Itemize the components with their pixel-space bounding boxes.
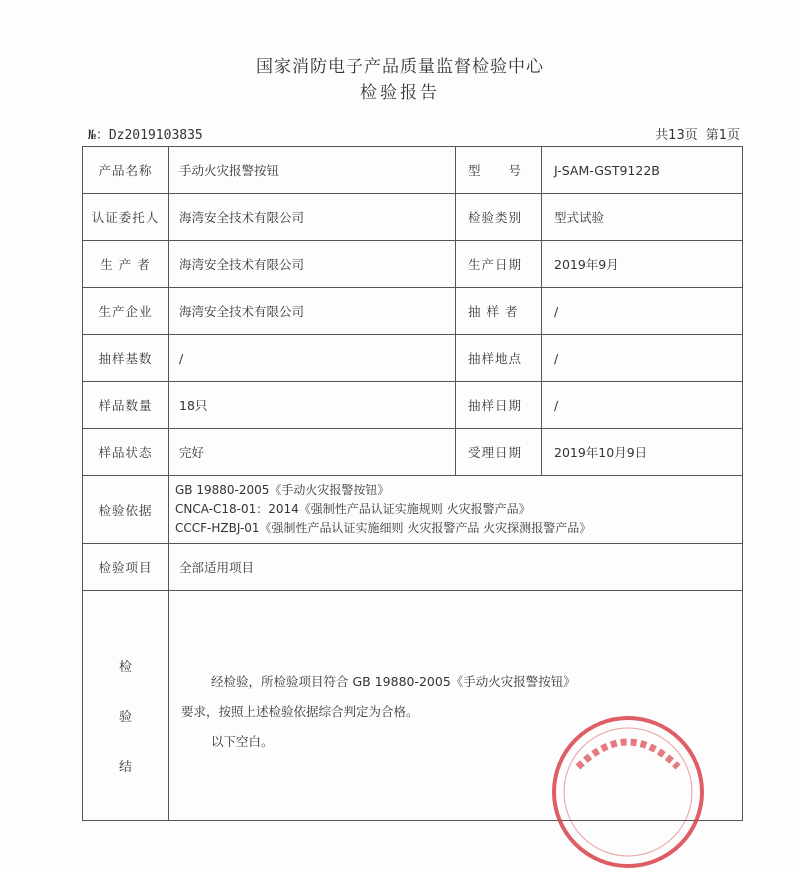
label-test-type: 检验类别 [456, 194, 542, 241]
label-conclusion [83, 591, 169, 821]
table-row [83, 241, 743, 288]
table-row [83, 382, 743, 429]
table-row [83, 591, 743, 821]
conclusion-label-char: 验 [118, 709, 132, 725]
report-title: 检验报告 [360, 83, 440, 103]
page-count [655, 124, 740, 143]
report-number: №：Dz2019103835 [88, 128, 203, 143]
value-sampling-base: / [169, 335, 456, 382]
table-row [83, 335, 743, 382]
value-test-basis [169, 476, 743, 544]
value-sampler: / [542, 288, 743, 335]
conclusion-label-char: 结 [118, 759, 132, 775]
value-sample-state: 完好 [169, 429, 456, 476]
table-row [83, 429, 743, 476]
value-test-type: 型式试验 [542, 194, 743, 241]
conclusion-line: 经检验，所检验项目符合 GB 19880-2005《手动火灾报警按钮》 [211, 673, 576, 689]
total-pages: 共13页 [655, 128, 698, 143]
label-product-name: 产品名称 [83, 147, 169, 194]
center-name-title: 国家消防电子产品质量监督检验中心 [256, 57, 544, 77]
label-sampling-date: 抽样日期 [456, 382, 542, 429]
value-manufacturer: 海湾安全技术有限公司 [169, 288, 456, 335]
basis-line: CCCF-HZBJ-01《强制性产品认证实施细则 火灾报警产品 火灾探测报警产品》 [175, 521, 592, 535]
conclusion-text [169, 591, 743, 821]
label-test-items: 检验项目 [83, 544, 169, 591]
value-production-date: 2019年9月 [542, 241, 743, 288]
label-test-basis: 检验依据 [83, 476, 169, 544]
label-sampler: 抽 样 者 [456, 288, 542, 335]
value-client: 海湾安全技术有限公司 [169, 194, 456, 241]
table-row [83, 147, 743, 194]
label-client: 认证委托人 [83, 194, 169, 241]
value-model: J-SAM-GST9122B [542, 147, 743, 194]
label-producer: 生 产 者 [83, 241, 169, 288]
table-row [83, 194, 743, 241]
current-page: 第1页 [705, 128, 740, 143]
report-table [82, 146, 743, 821]
value-sampling-date: / [542, 382, 743, 429]
label-sampling-site: 抽样地点 [456, 335, 542, 382]
basis-line: CNCA-C18-01：2014《强制性产品认证实施规则 火灾报警产品》 [175, 502, 531, 516]
label-sample-state: 样品状态 [83, 429, 169, 476]
value-sampling-site: / [542, 335, 743, 382]
label-acceptance-date: 受理日期 [456, 429, 542, 476]
table-row [83, 544, 743, 591]
value-sample-quantity: 18只 [169, 382, 456, 429]
value-test-items: 全部适用项目 [169, 544, 743, 591]
conclusion-label-char: 检 [118, 659, 132, 675]
label-production-date: 生产日期 [456, 241, 542, 288]
value-acceptance-date: 2019年10月9日 [542, 429, 743, 476]
label-manufacturer: 生产企业 [83, 288, 169, 335]
basis-line: GB 19880-2005《手动火灾报警按钮》 [175, 483, 390, 497]
conclusion-line: 以下空白。 [211, 733, 274, 749]
value-producer: 海湾安全技术有限公司 [169, 241, 456, 288]
conclusion-line: 要求，按照上述检验依据综合判定为合格。 [181, 703, 419, 719]
table-row [83, 288, 743, 335]
label-sampling-base: 抽样基数 [83, 335, 169, 382]
label-model: 型 号 [456, 147, 542, 194]
value-product-name: 手动火灾报警按钮 [169, 147, 456, 194]
table-row [83, 476, 743, 544]
label-sample-quantity: 样品数量 [83, 382, 169, 429]
